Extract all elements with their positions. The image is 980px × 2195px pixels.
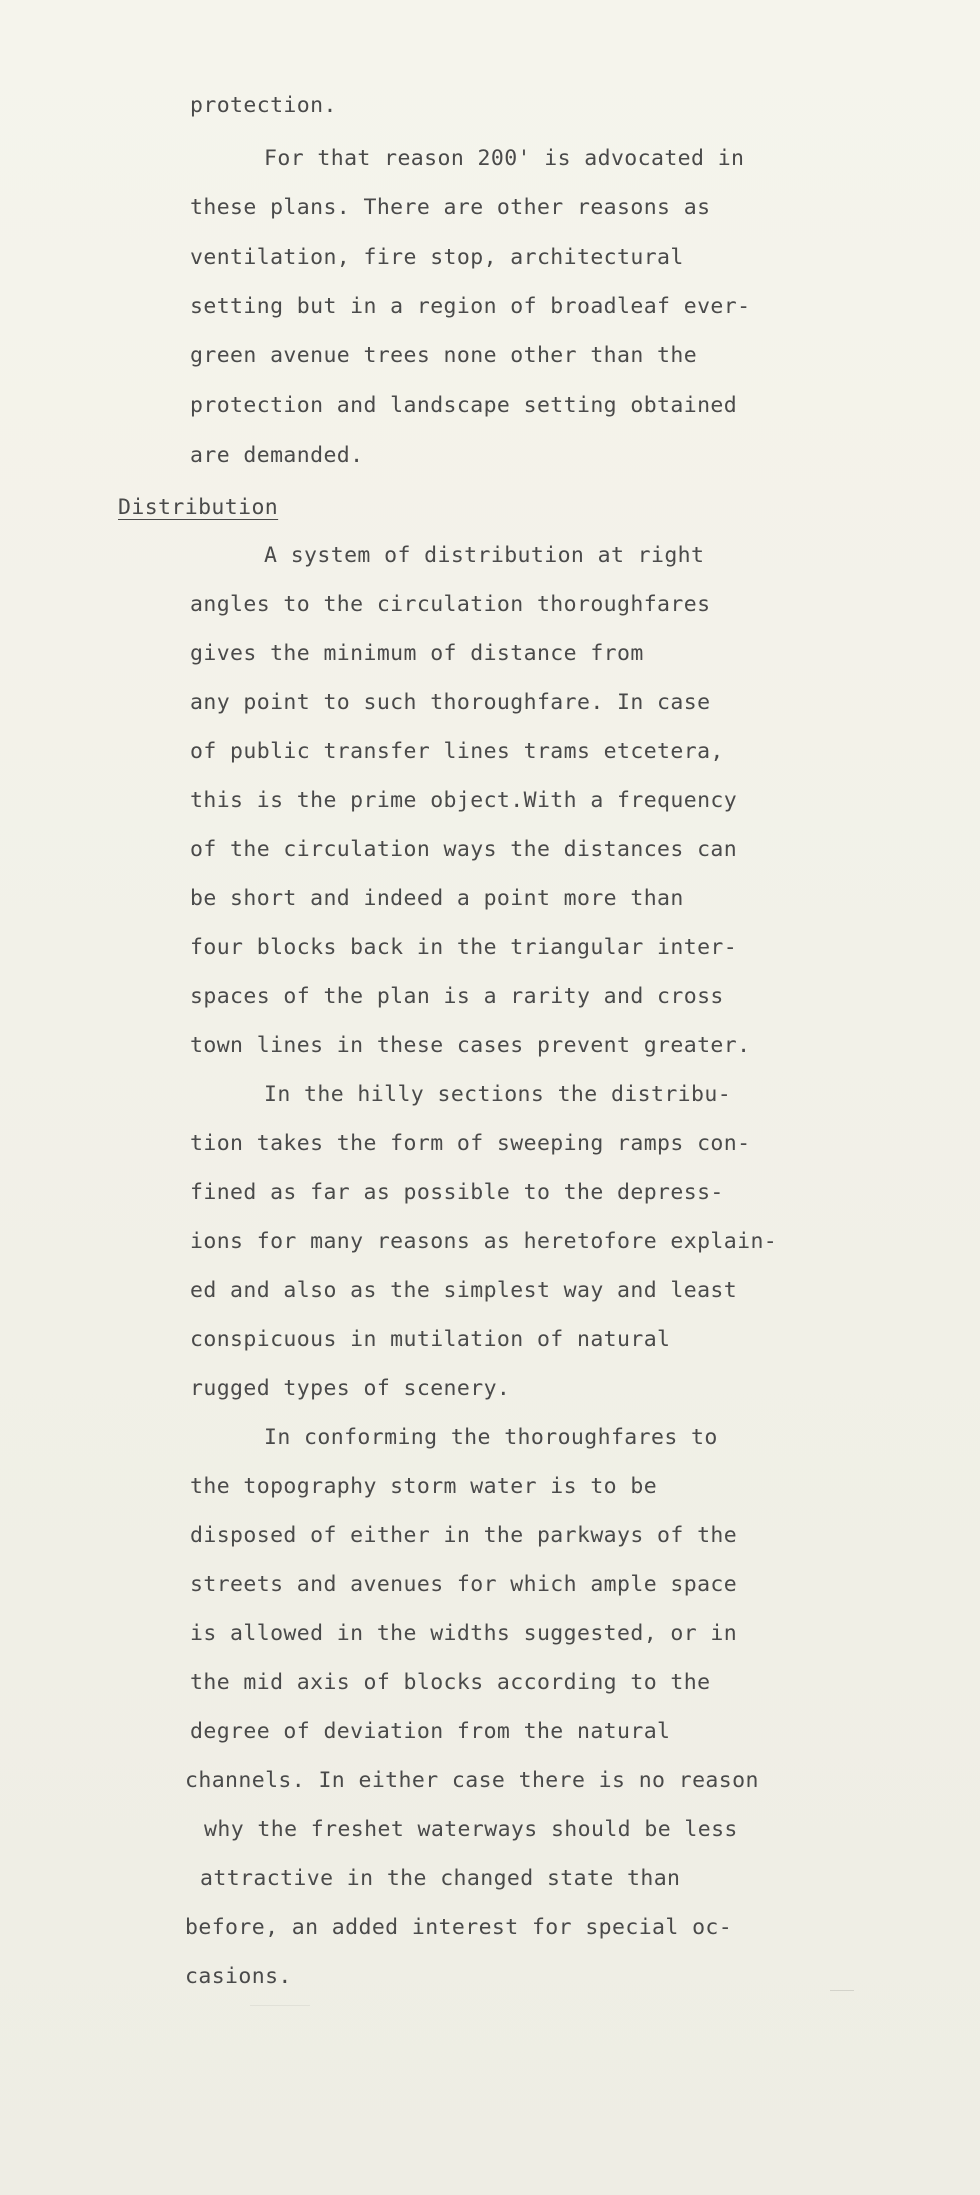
text-line: spaces of the plan is a rarity and cross xyxy=(190,984,724,1009)
text-line: are demanded. xyxy=(190,443,364,468)
text-line: these plans. There are other reasons as xyxy=(190,195,711,220)
text-line: attractive in the changed state than xyxy=(200,1866,681,1891)
text-line: rugged types of scenery. xyxy=(190,1376,511,1401)
text-line: angles to the circulation thoroughfares xyxy=(190,592,711,617)
text-line: ions for many reasons as heretofore explain- xyxy=(190,1229,778,1254)
text-line: ed and also as the simplest way and least xyxy=(190,1278,738,1303)
text-line: streets and avenues for which ample space xyxy=(190,1572,738,1597)
text-line: the topography storm water is to be xyxy=(190,1474,658,1499)
text-line: fined as far as possible to the depress- xyxy=(190,1180,724,1205)
text-line: town lines in these cases prevent greater. xyxy=(190,1033,751,1058)
text-line: this is the prime object.With a frequency xyxy=(190,788,738,813)
text-line: four blocks back in the triangular inter- xyxy=(190,935,738,960)
paper-mark xyxy=(250,2005,310,2006)
text-line: disposed of either in the parkways of the xyxy=(190,1523,738,1548)
text-line: the mid axis of blocks according to the xyxy=(190,1670,711,1695)
text-line: green avenue trees none other than the xyxy=(190,343,698,368)
text-line: setting but in a region of broadleaf ever- xyxy=(190,294,751,319)
text-line: gives the minimum of distance from xyxy=(190,641,644,666)
section-heading: Distribution xyxy=(118,495,279,520)
text-line: why the freshet waterways should be less xyxy=(204,1817,738,1842)
text-line: before, an added interest for special oc- xyxy=(185,1915,733,1940)
text-line: In conforming the thoroughfares to xyxy=(264,1425,718,1450)
text-line: any point to such thoroughfare. In case xyxy=(190,690,711,715)
text-line: For that reason 200' is advocated in xyxy=(264,146,745,171)
text-line: degree of deviation from the natural xyxy=(190,1719,671,1744)
text-line: casions. xyxy=(185,1964,292,1989)
text-line: protection. xyxy=(190,93,337,118)
text-line: In the hilly sections the distribu- xyxy=(264,1082,732,1107)
text-line: A system of distribution at right xyxy=(264,543,705,568)
text-line: tion takes the form of sweeping ramps con- xyxy=(190,1131,751,1156)
text-line: channels. In either case there is no reason xyxy=(185,1768,759,1793)
text-line: of public transfer lines trams etcetera, xyxy=(190,739,724,764)
text-line: protection and landscape setting obtained xyxy=(190,393,738,418)
text-line: ventilation, fire stop, architectural xyxy=(190,245,684,270)
text-line: of the circulation ways the distances can xyxy=(190,837,738,862)
text-line: be short and indeed a point more than xyxy=(190,886,684,911)
text-line: conspicuous in mutilation of natural xyxy=(190,1327,671,1352)
paper-mark xyxy=(830,1990,854,1991)
text-line: is allowed in the widths suggested, or in xyxy=(190,1621,738,1646)
